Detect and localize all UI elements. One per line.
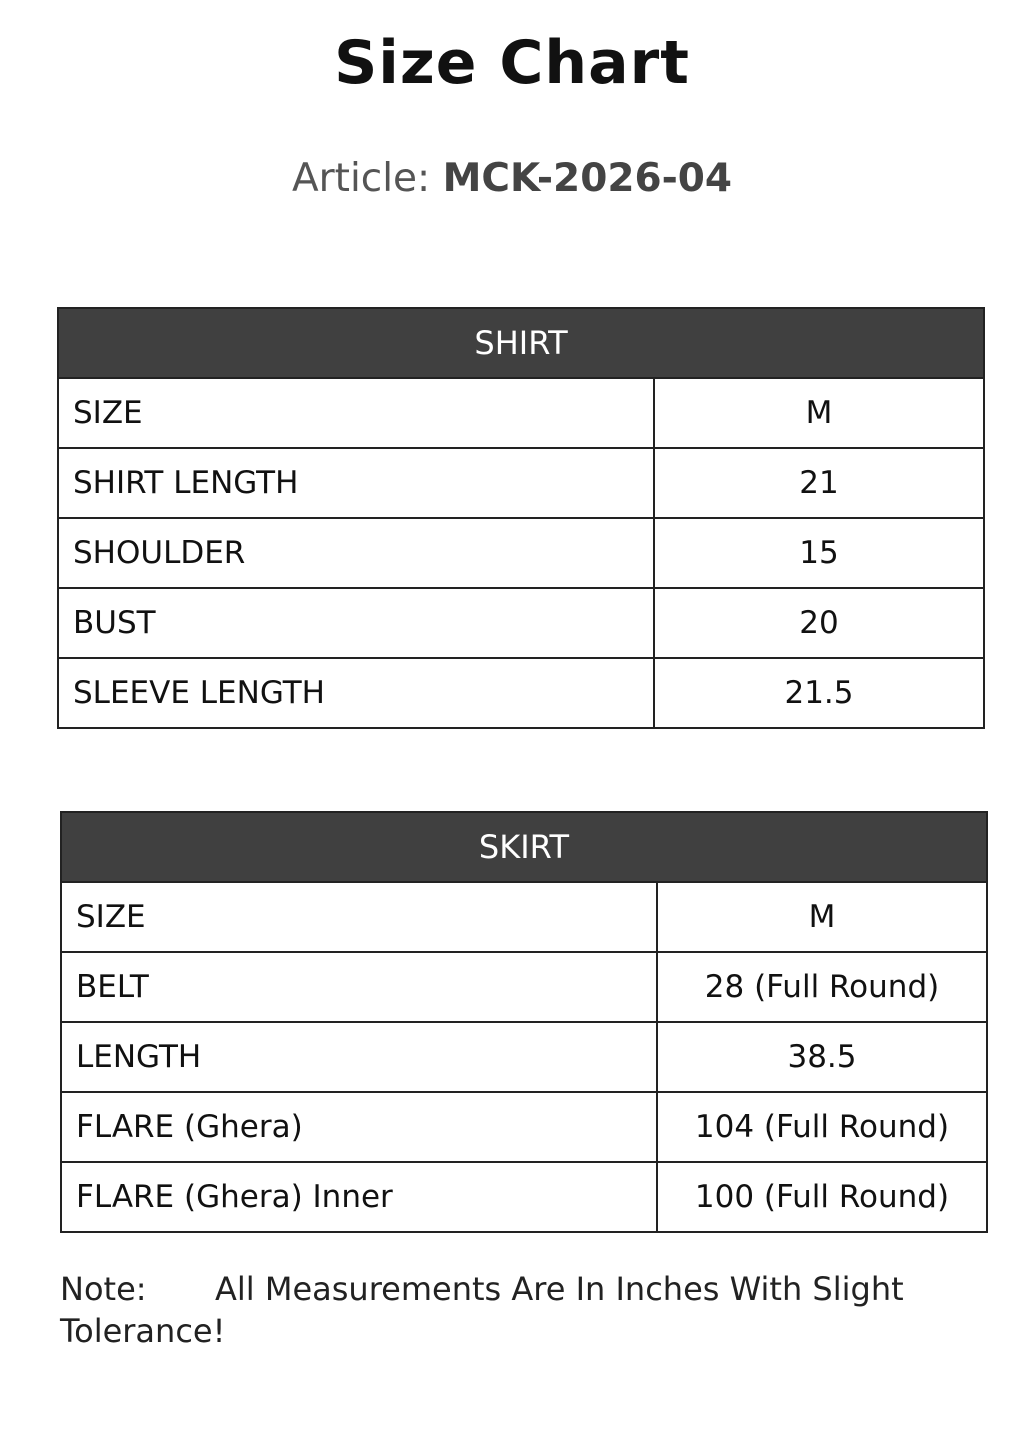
row-value: 21 xyxy=(654,448,984,518)
note-label: Note: xyxy=(60,1270,147,1308)
measurement-note xyxy=(60,1268,960,1352)
table-row xyxy=(61,882,987,952)
table-row xyxy=(58,588,984,658)
table-row xyxy=(61,1092,987,1162)
row-label: LENGTH xyxy=(61,1022,657,1092)
table-row xyxy=(61,1022,987,1092)
row-value: 21.5 xyxy=(654,658,984,728)
row-value: 38.5 xyxy=(657,1022,987,1092)
row-label: BUST xyxy=(58,588,654,658)
row-label: BELT xyxy=(61,952,657,1022)
row-label: FLARE (Ghera) xyxy=(61,1092,657,1162)
row-label: SLEEVE LENGTH xyxy=(58,658,654,728)
skirt-header-row xyxy=(61,812,987,882)
note-text: All Measurements Are In Inches With Slight Tolerance! xyxy=(60,1270,904,1350)
table-row xyxy=(58,658,984,728)
article-code: MCK-2026-04 xyxy=(442,156,733,201)
row-value: M xyxy=(654,378,984,448)
row-value: 28 (Full Round) xyxy=(657,952,987,1022)
row-value: 20 xyxy=(654,588,984,658)
shirt-header-row xyxy=(58,308,984,378)
table-row xyxy=(58,378,984,448)
table-row xyxy=(58,448,984,518)
row-value: 104 (Full Round) xyxy=(657,1092,987,1162)
article-label: Article: xyxy=(291,156,431,201)
shirt-heading: SHIRT xyxy=(58,308,984,378)
table-row xyxy=(61,1162,987,1232)
article-line xyxy=(0,156,1024,201)
page-title: Size Chart xyxy=(334,28,690,98)
row-value: 15 xyxy=(654,518,984,588)
row-value: 100 (Full Round) xyxy=(657,1162,987,1232)
skirt-heading: SKIRT xyxy=(61,812,987,882)
row-value: M xyxy=(657,882,987,952)
row-label: SIZE xyxy=(61,882,657,952)
table-row xyxy=(58,518,984,588)
table-row xyxy=(61,952,987,1022)
row-label: SHOULDER xyxy=(58,518,654,588)
row-label: SIZE xyxy=(58,378,654,448)
shirt-size-table xyxy=(57,307,985,729)
row-label: SHIRT LENGTH xyxy=(58,448,654,518)
row-label: FLARE (Ghera) Inner xyxy=(61,1162,657,1232)
skirt-size-table xyxy=(60,811,988,1233)
